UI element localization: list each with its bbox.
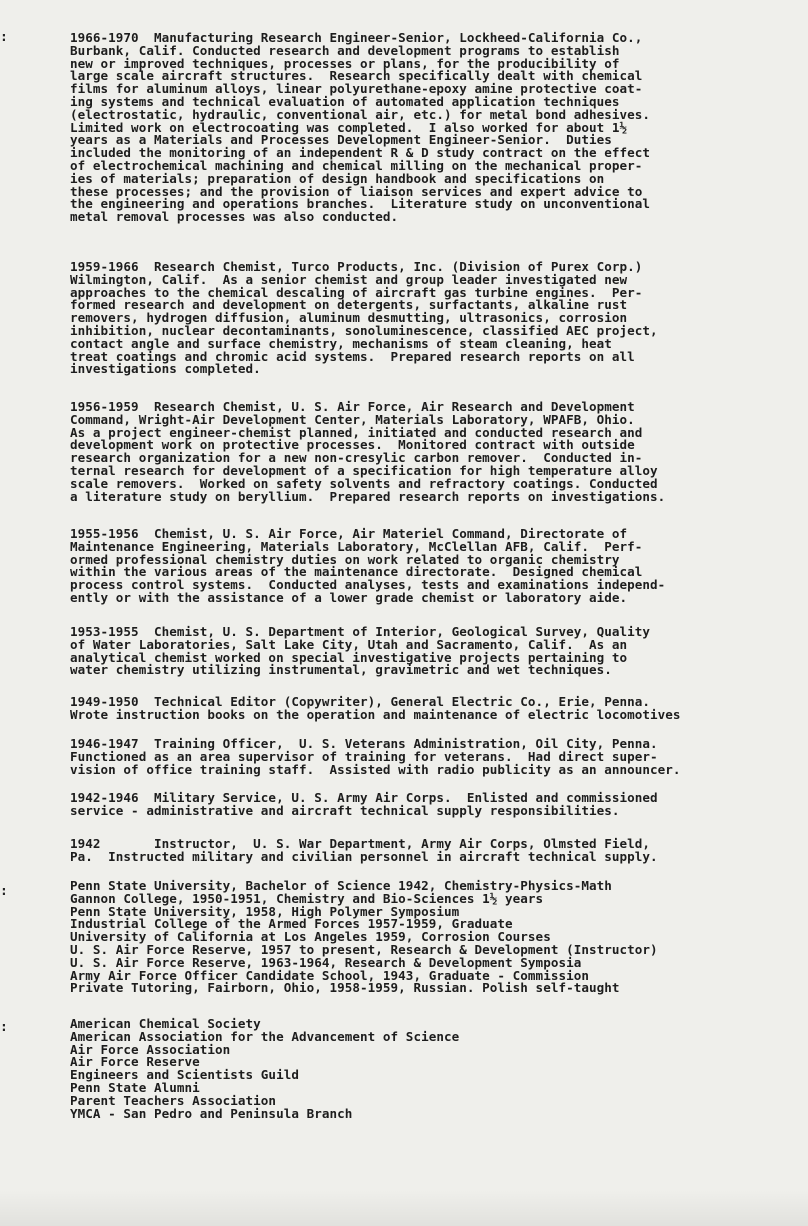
entry-line: 1942 Instructor, U. S. War Department, Army Air Corps, Olmsted Field,: [70, 836, 651, 851]
entry-line: films for aluminum alloys, linear polyurethane-epoxy amine protective coat-: [70, 81, 643, 97]
entry-line: Maintenance Engineering, Materials Laboratory, McClellan AFB, Calif. Perf-: [70, 538, 643, 554]
section-marker: :: [0, 1020, 8, 1035]
entry-line: development work on protective processes. Monitored contract with outside: [70, 437, 635, 453]
employment-entry: [70, 261, 658, 376]
entry-line: formed research and development on detergents, surfactants, alkaline rust: [70, 297, 628, 313]
entry-line: inhibition, nuclear decontaminants, sonoluminescence, classified AEC project,: [70, 322, 658, 338]
entry-line: years as a Materials and Processes Development Engineer-Senior. Duties: [70, 132, 612, 148]
entry-line: ormed professional chemistry duties on work related to organic chemistry: [70, 551, 620, 567]
entry-line: As a project engineer-chemist planned, initiated and conducted research and: [70, 424, 643, 440]
entry-line: 1959-1966 Research Chemist, Turco Products, Inc. (Division of Purex Corp.): [70, 259, 643, 274]
entry-line: 1956-1959 Research Chemist, U. S. Air Force, Air Research and Development: [70, 399, 635, 414]
entry-line: these processes; and the provision of liaison services and expert advice to: [70, 183, 643, 199]
education-list: [70, 880, 805, 995]
entry-line: Wilmington, Calif. As a senior chemist and group leader investigated new: [70, 271, 628, 287]
entry-line: ing systems and technical evaluation of automated application techniques: [70, 93, 620, 109]
memberships-list: [70, 1018, 805, 1120]
entry-line: ies of materials; preparation of design handbook and specifications on: [70, 170, 605, 186]
education-line: Penn State University, 1958, High Polymer Symposium: [70, 903, 460, 919]
education-line: University of California at Los Angeles 1959, Corrosion Courses: [70, 929, 551, 945]
entry-line: metal removal processes was also conducted.: [70, 209, 399, 225]
entry-line: large scale aircraft structures. Research specifically dealt with chemical: [70, 68, 643, 84]
entry-line: (electrostatic, hydraulic, conventional air, etc.) for metal bond adhesives.: [70, 106, 651, 122]
employment-entry: [70, 401, 665, 503]
entry-line: investigations completed.: [70, 361, 261, 377]
employment-entry: [70, 32, 650, 224]
section-marker: :: [0, 30, 8, 45]
entry-line: Burbank, Calif. Conducted research and development programs to establish: [70, 42, 620, 58]
entry-line: scale removers. Worked on safety solvents and refractory coatings. Conducted: [70, 475, 658, 491]
entry-line: process control systems. Conducted analyses, tests and examinations independ-: [70, 577, 666, 593]
entry-line: ently or with the assistance of a lower grade chemist or laboratory aide.: [70, 589, 628, 605]
membership-line: Parent Teachers Association: [70, 1092, 277, 1108]
entry-line: analytical chemist worked on special investigative projects pertaining to: [70, 649, 628, 665]
entry-line: of Water Laboratories, Salt Lake City, Utah and Sacramento, Calif. As an: [70, 636, 628, 652]
entry-line: new or improved techniques, processes or plans, for the producibility of: [70, 55, 620, 71]
membership-line: American Association for the Advancement of Science: [70, 1028, 460, 1044]
entry-line: removers, hydrogen diffusion, aluminum desmutting, ultrasonics, corrosion: [70, 310, 628, 326]
employment-history: [70, 30, 805, 864]
entry-line: vision of office training staff. Assisted with radio publicity as an announcer.: [70, 761, 681, 777]
membership-line: Air Force Reserve: [70, 1054, 200, 1070]
employment-entry: [70, 838, 658, 864]
entry-line: included the monitoring of an independent R & D study contract on the effect: [70, 145, 651, 161]
employment-entry: [70, 528, 665, 605]
education-line: Gannon College, 1950-1951, Chemistry and Bio-Sciences 1½ years: [70, 890, 544, 906]
entry-line: service - administrative and aircraft technical supply responsibilities.: [70, 802, 620, 818]
entry-line: 1946-1947 Training Officer, U. S. Veterans Administration, Oil City, Penna.: [70, 736, 658, 751]
education-line: Penn State University, Bachelor of Science 1942, Chemistry-Physics-Math: [70, 878, 612, 893]
entry-line: 1953-1955 Chemist, U. S. Department of Interior, Geological Survey, Quality: [70, 624, 651, 639]
education-line: Private Tutoring, Fairborn, Ohio, 1958-1959, Russian. Polish self-taught: [70, 980, 620, 996]
membership-line: YMCA - San Pedro and Peninsula Branch: [70, 1105, 353, 1121]
membership-line: Penn State Alumni: [70, 1079, 200, 1095]
membership-line: Engineers and Scientists Guild: [70, 1067, 299, 1083]
employment-entry: [70, 738, 681, 776]
education-line: Army Air Force Officer Candidate School, 1943, Graduate - Commission: [70, 967, 589, 983]
entry-line: treat coatings and chromic acid systems. Prepared research reports on all: [70, 348, 635, 364]
education-line: Industrial College of the Armed Forces 1957-1959, Graduate: [70, 916, 513, 932]
entry-line: Functioned as an area supervisor of training for veterans. Had direct super-: [70, 748, 658, 764]
entry-line: within the various areas of the maintenance directorate. Designed chemical: [70, 564, 643, 580]
membership-line: American Chemical Society: [70, 1016, 261, 1031]
employment-entry: [70, 792, 658, 818]
entry-line: research organization for a new non-cresylic carbon remover. Conducted in-: [70, 450, 643, 466]
entry-line: the engineering and operations branches. Literature study on unconventional: [70, 196, 651, 212]
entry-line: a literature study on beryllium. Prepared research reports on investigations.: [70, 488, 666, 504]
entry-line: water chemistry utilizing instrumental, gravimetric and wet techniques.: [70, 662, 612, 678]
entry-line: Pa. Instructed military and civilian personnel in aircraft technical supply.: [70, 848, 658, 864]
entry-line: ternal research for development of a specification for high temperature alloy: [70, 462, 658, 478]
education-line: U. S. Air Force Reserve, 1963-1964, Research & Development Symposia: [70, 954, 582, 970]
entry-line: Command, Wright-Air Development Center, Materials Laboratory, WPAFB, Ohio.: [70, 411, 635, 427]
entry-line: 1942-1946 Military Service, U. S. Army Air Corps. Enlisted and commissioned: [70, 790, 658, 805]
membership-line: Air Force Association: [70, 1041, 231, 1057]
entry-line: Wrote instruction books on the operation and maintenance of electric locomotives: [70, 706, 681, 722]
entry-line: 1955-1956 Chemist, U. S. Air Force, Air Materiel Command, Directorate of: [70, 526, 628, 541]
entry-line: approaches to the chemical descaling of aircraft gas turbine engines. Per-: [70, 284, 643, 300]
entry-line: of electrochemical machining and chemical milling on the mechanical proper-: [70, 157, 643, 173]
entry-line: Limited work on electrocoating was completed. I also worked for about 1½: [70, 119, 628, 135]
employment-entry: [70, 696, 681, 722]
entry-line: 1949-1950 Technical Editor (Copywriter), General Electric Co., Erie, Penna.: [70, 694, 651, 709]
employment-entry: [70, 626, 650, 677]
entry-line: contact angle and surface chemistry, mechanisms of steam cleaning, heat: [70, 335, 612, 351]
entry-line: 1966-1970 Manufacturing Research Engineer-Senior, Lockheed-California Co.,: [70, 30, 643, 45]
education-line: U. S. Air Force Reserve, 1957 to present, Research & Development (Instructor): [70, 941, 658, 957]
section-marker: :: [0, 884, 8, 899]
